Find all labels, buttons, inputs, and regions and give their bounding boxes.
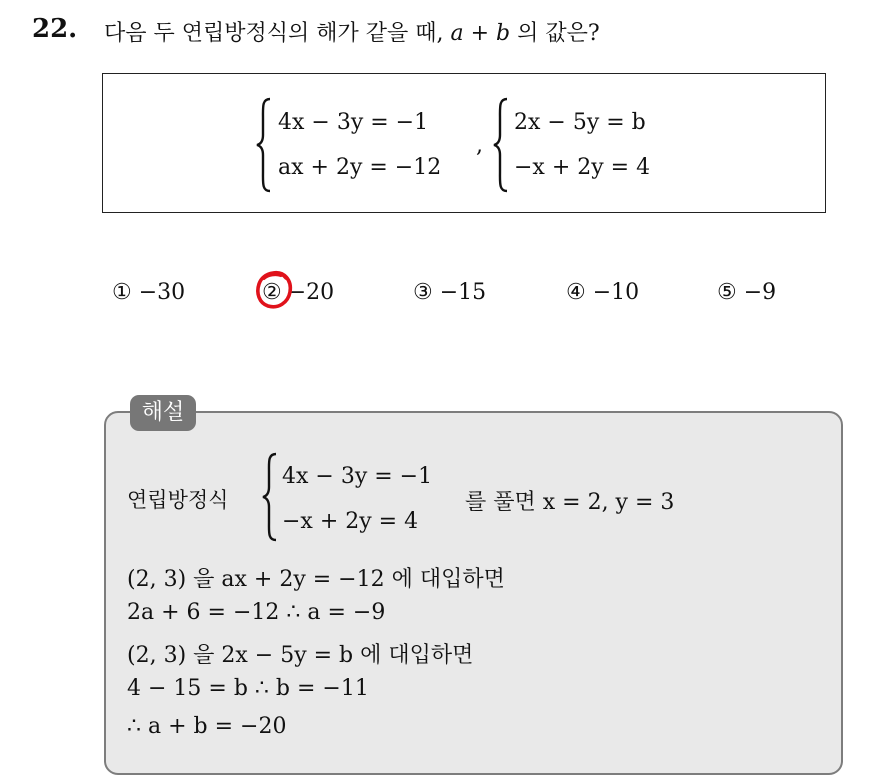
solution-line4: (2, 3) 을 2x − 5y = b 에 대입하면 bbox=[127, 643, 474, 668]
solution-line5: 4 − 15 = b ∴ b = −11 bbox=[127, 676, 369, 701]
solution-line3: 2a + 6 = −12 ∴ a = −9 bbox=[127, 600, 386, 625]
solution-brace-icon bbox=[262, 452, 278, 542]
solution-system-eq2: −x + 2y = 4 bbox=[282, 509, 419, 534]
selected-answer-circle-icon bbox=[253, 268, 295, 312]
choice-4[interactable] bbox=[566, 280, 639, 305]
system2-equation-1: 2x − 5y = b bbox=[514, 110, 646, 135]
question-var-a: a bbox=[450, 21, 464, 46]
solution-tag: 해설 bbox=[130, 395, 196, 431]
choice-4-mark: ④ bbox=[566, 280, 586, 305]
choice-3[interactable] bbox=[413, 280, 486, 305]
question-text-suffix: 의 값은? bbox=[510, 21, 600, 46]
choice-3-mark: ③ bbox=[413, 280, 433, 305]
question-text-prefix: 다음 두 연립방정식의 해가 같을 때, bbox=[104, 21, 444, 46]
system2-brace-icon bbox=[493, 97, 509, 193]
system-separator-comma: , bbox=[476, 133, 483, 158]
solution-line1-label: 연립방정식 bbox=[127, 488, 229, 512]
question-plus: + bbox=[463, 21, 497, 46]
question-number: 22. bbox=[32, 14, 78, 44]
system1-equation-2: ax + 2y = −12 bbox=[278, 155, 442, 180]
choice-2-value: −20 bbox=[287, 280, 335, 305]
question-text bbox=[104, 16, 600, 47]
system1-equation-1: 4x − 3y = −1 bbox=[278, 110, 429, 135]
solution-line6: ∴ a + b = −20 bbox=[127, 714, 287, 739]
choice-4-value: −10 bbox=[592, 280, 640, 305]
choice-5[interactable] bbox=[717, 280, 776, 305]
choice-1-mark: ① bbox=[112, 280, 132, 305]
choice-1[interactable] bbox=[112, 280, 185, 305]
choice-5-mark: ⑤ bbox=[717, 280, 737, 305]
equation-box bbox=[102, 73, 826, 213]
choice-1-value: −30 bbox=[138, 280, 186, 305]
solution-system-eq1: 4x − 3y = −1 bbox=[282, 464, 433, 489]
system2-equation-2: −x + 2y = 4 bbox=[514, 155, 651, 180]
solution-line2: (2, 3) 을 ax + 2y = −12 에 대입하면 bbox=[127, 567, 505, 592]
choice-3-value: −15 bbox=[439, 280, 487, 305]
choice-5-value: −9 bbox=[743, 280, 777, 305]
question-var-b: b bbox=[496, 21, 511, 46]
solution-line1-result: 를 풀면 x = 2, y = 3 bbox=[465, 490, 675, 515]
choice-2-mark: ② bbox=[262, 280, 282, 305]
system1-brace-icon bbox=[256, 97, 272, 193]
